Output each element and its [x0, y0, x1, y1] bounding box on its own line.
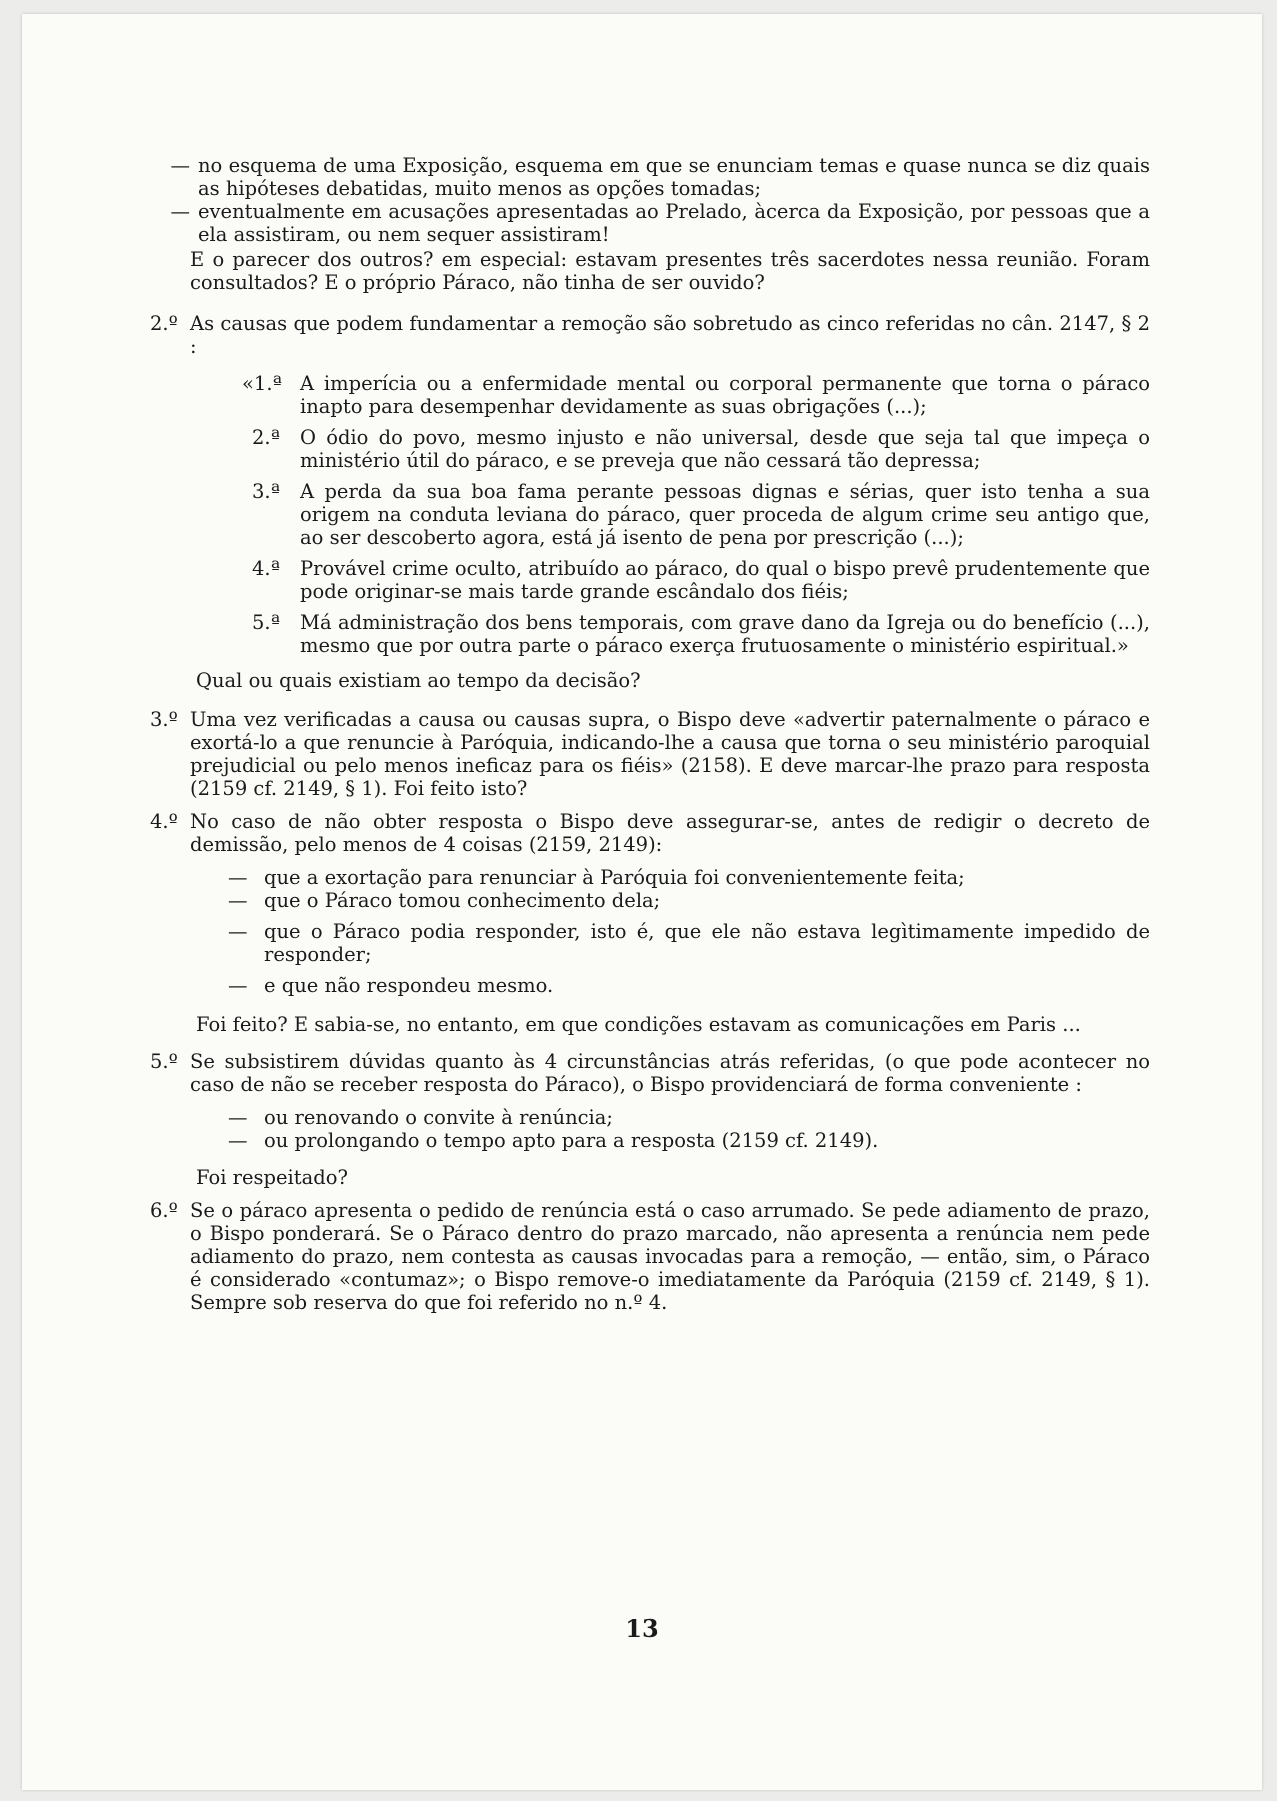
- cause-item: 3.ª A perda da sua boa fama perante pessoas dignas e sérias, quer isto tenha a sua origem na conduta leviana do páraco, quer proceda de algum crime seu antigo que, ao ser descoberto agora, está já isento de pena por prescrição (...);: [252, 480, 1150, 549]
- question: Foi feito? E sabia-se, no entanto, em que condições estavam as comunicações em Paris ...: [196, 1013, 1081, 1036]
- item-4: [150, 810, 1150, 856]
- cause-item: 5.ª Má administração dos bens temporais, com grave dano da Igreja ou do benefício (...), mesmo que por outra parte o páraco exerça frutuosamente o ministério espiritual.»: [252, 611, 1150, 657]
- item-text: Se subsistirem dúvidas quanto às 4 circunstâncias atrás referidas, (o que pode acontecer no caso de não se receber resposta do Páraco), o Bispo providenciará de forma conveniente :: [190, 1050, 1150, 1096]
- options-list: [190, 1106, 1150, 1152]
- dash-list-top: [118, 154, 1150, 246]
- item-number: 6.º: [150, 1199, 178, 1222]
- item-2: [150, 312, 1150, 358]
- question: Foi respeitado?: [196, 1166, 348, 1189]
- page-number: 13: [625, 1614, 659, 1643]
- check-item: — que a exortação para renunciar à Paróquia foi convenientemente feita;: [228, 866, 965, 889]
- causes-list: [190, 372, 1150, 657]
- item-text: Uma vez verificadas a causa ou causas supra, o Bispo deve «advertir paternalmente o páraco e exortá-lo a que renuncie à Paróquia, indicando-lhe a causa que torna o seu ministério paroquial prejudicial ou pelo menos ineficaz para os fiéis» (2158). E deve marcar-lhe prazo para resposta (2159 cf. 2149, § 1). Foi feito isto?: [190, 708, 1150, 800]
- item-number: 4.º: [150, 810, 178, 833]
- dash-item: — no esquema de uma Exposição, esquema em que se enunciam temas e quase nunca se diz quais as hipóteses debatidas, muito menos as opções tomadas;: [170, 154, 1150, 200]
- cause-item: 2.ª O ódio do povo, mesmo injusto e não universal, desde que seja tal que impeça o ministério útil do páraco, e se preveja que não cessará tão depressa;: [252, 426, 1150, 472]
- check-item: — que o Páraco tomou conhecimento dela;: [228, 889, 661, 912]
- item-number: 3.º: [150, 708, 178, 731]
- cause-item: «1.ª A imperícia ou a enfermidade mental ou corporal permanente que torna o páraco inapto para desempenhar devidamente as suas obrigações (...);: [242, 372, 1150, 418]
- item-text: Se o páraco apresenta o pedido de renúncia está o caso arrumado. Se pede adiamento de prazo, o Bispo ponderará. Se o Páraco dentro do prazo marcado, não apresenta a renúncia nem pede adiamento do prazo, nem contesta as causas invocadas para a remoção, — então, sim, o Páraco é considerado «contumaz»; o Bispo remove-o imediatamente da Paróquia (2159 cf. 2149, § 1). Sempre sob reserva do que foi referido no n.º 4.: [190, 1199, 1150, 1314]
- item-3: [150, 708, 1150, 800]
- item-6: [150, 1199, 1150, 1314]
- document-page: [22, 14, 1262, 1790]
- item-text: As causas que podem fundamentar a remoção são sobretudo as cinco referidas no cân. 2147, § 2 :: [190, 312, 1150, 358]
- dash-item: — eventualmente em acusações apresentadas ao Prelado, àcerca da Exposição, por pessoas que a ela assistiram, ou nem sequer assistiram!: [170, 200, 1150, 246]
- option-item: — ou renovando o convite à renúncia;: [228, 1106, 613, 1129]
- item-text: No caso de não obter resposta o Bispo deve assegurar-se, antes de redigir o decreto de demissão, pelo menos de 4 coisas (2159, 2149):: [190, 810, 1150, 856]
- cause-item: 4.ª Provável crime oculto, atribuído ao páraco, do qual o bispo prevê prudentemente que pode originar-se mais tarde grande escândalo dos fiéis;: [252, 557, 1150, 603]
- check-item: — que o Páraco podia responder, isto é, que ele não estava legìtimamente impedido de responder;: [228, 920, 1150, 966]
- item-number: 2.º: [150, 312, 178, 335]
- check-item: — e que não respondeu mesmo.: [228, 974, 554, 997]
- option-item: — ou prolongando o tempo apto para a resposta (2159 cf. 2149).: [228, 1129, 879, 1152]
- page-body: [150, 154, 1150, 1314]
- paragraph-outros: E o parecer dos outros? em especial: estavam presentes três sacerdotes nessa reunião. Foram consultados? E o próprio Páraco, não tinha de ser ouvido?: [190, 248, 1150, 294]
- item-5: [150, 1050, 1150, 1096]
- question: Qual ou quais existiam ao tempo da decisão?: [196, 669, 641, 692]
- checks-list: [190, 866, 1150, 997]
- item-number: 5.º: [150, 1050, 178, 1073]
